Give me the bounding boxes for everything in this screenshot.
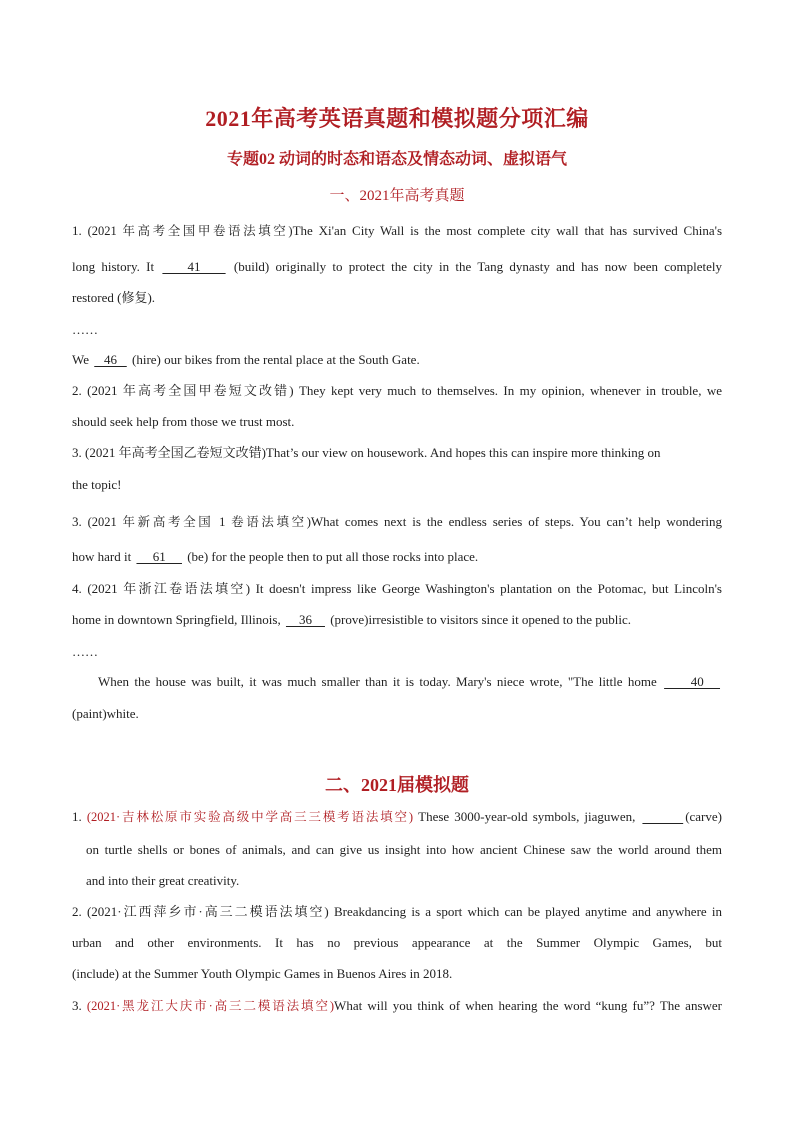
ellipsis: …… xyxy=(72,644,98,659)
question-1-line-2: long history. It 41 (build) originally to protect the city in the Tang dynasty and has now been completely xyxy=(72,259,723,274)
document-subtitle: 专题02 动词的时态和语态及情态动词、虚拟语气 xyxy=(226,151,567,168)
question-3b-line-1: 3. (2021 年新高考全国 1 卷语法填空)What comes next is the endless series of steps. You can’t help wondering xyxy=(72,514,723,529)
question-4-line-1: 4. (2021 年浙江卷语法填空) It doesn't impress like George Washington's plantation on the Potomac, but Lincoln's xyxy=(72,581,722,596)
mock-question-1-line-1: 1. (2021·吉林松原市实验高级中学高三三模考语法填空) These 3000-year-old symbols, jiaguwen, (carve) xyxy=(72,809,722,824)
document-title: 2021年高考英语真题和模拟题分项汇编 xyxy=(205,106,589,131)
question-4-line-2: home in downtown Springfield, Illinois, 36 (prove)irresistible to visitors since it opened to the public. xyxy=(72,612,631,627)
question-1-line-1: 1. (2021 年高考全国甲卷语法填空)The Xi'an City Wall is the most complete city wall that has survived China's xyxy=(72,223,723,238)
question-3a-line-2: the topic! xyxy=(72,477,122,492)
answer-blank-41[interactable]: 41 xyxy=(162,259,226,274)
mock-question-2-line-1: 2. (2021·江西萍乡市·高三二模语法填空) Breakdancing is a sport which can be played anytime and anywhere in xyxy=(72,904,722,919)
question-3b-line-2: how hard it 61 (be) for the people then to put all those rocks into place. xyxy=(72,549,479,564)
section-heading-real-exams: 一、2021年高考真题 xyxy=(329,188,465,204)
answer-blank-46[interactable]: 46 xyxy=(94,352,127,367)
ellipsis: …… xyxy=(72,322,98,337)
mock-question-2-line-3: (include) at the Summer Youth Olympic Games in Buenos Aires in 2018. xyxy=(72,966,453,981)
section-heading-mock-exams: 二、2021届模拟题 xyxy=(325,775,469,795)
mock-question-3-line-1: 3. (2021·黑龙江大庆市·高三二模语法填空)What will you think of when hearing the word “kung fu”? The answer xyxy=(72,998,723,1013)
question-2-line-2: should seek help from those we trust most. xyxy=(72,414,295,429)
answer-blank-61[interactable]: 61 xyxy=(136,549,182,564)
question-1-line-3: restored (修复). xyxy=(72,290,156,305)
mock-question-1-line-2: on turtle shells or bones of animals, and can give us insight into how ancient Chinese saw the world around them xyxy=(86,842,722,857)
question-1-line-4: We 46 (hire) our bikes from the rental place at the South Gate. xyxy=(72,352,420,367)
question-3a-line-1: 3. (2021 年高考全国乙卷短文改错)That’s our view on housework. And hopes this can inspire more thinking on xyxy=(72,445,661,460)
question-2-line-1: 2. (2021 年高考全国甲卷短文改错) They kept very much to themselves. In my opinion, whenever in trouble, we xyxy=(72,383,722,398)
mock-question-2-line-2: urban and other environments. It has no previous appearance at the Summer Olympic Games, but xyxy=(72,935,722,950)
mock-question-1-line-3: and into their great creativity. xyxy=(86,873,240,888)
answer-blank-40[interactable]: 40 xyxy=(664,674,721,689)
question-4-line-3: When the house was built, it was much smaller than it is today. Mary's niece wrote, "The little home 40 xyxy=(98,674,721,689)
answer-blank-36[interactable]: 36 xyxy=(285,612,325,627)
question-4-line-4: (paint)white. xyxy=(72,706,139,721)
answer-blank-carve[interactable] xyxy=(640,809,685,824)
